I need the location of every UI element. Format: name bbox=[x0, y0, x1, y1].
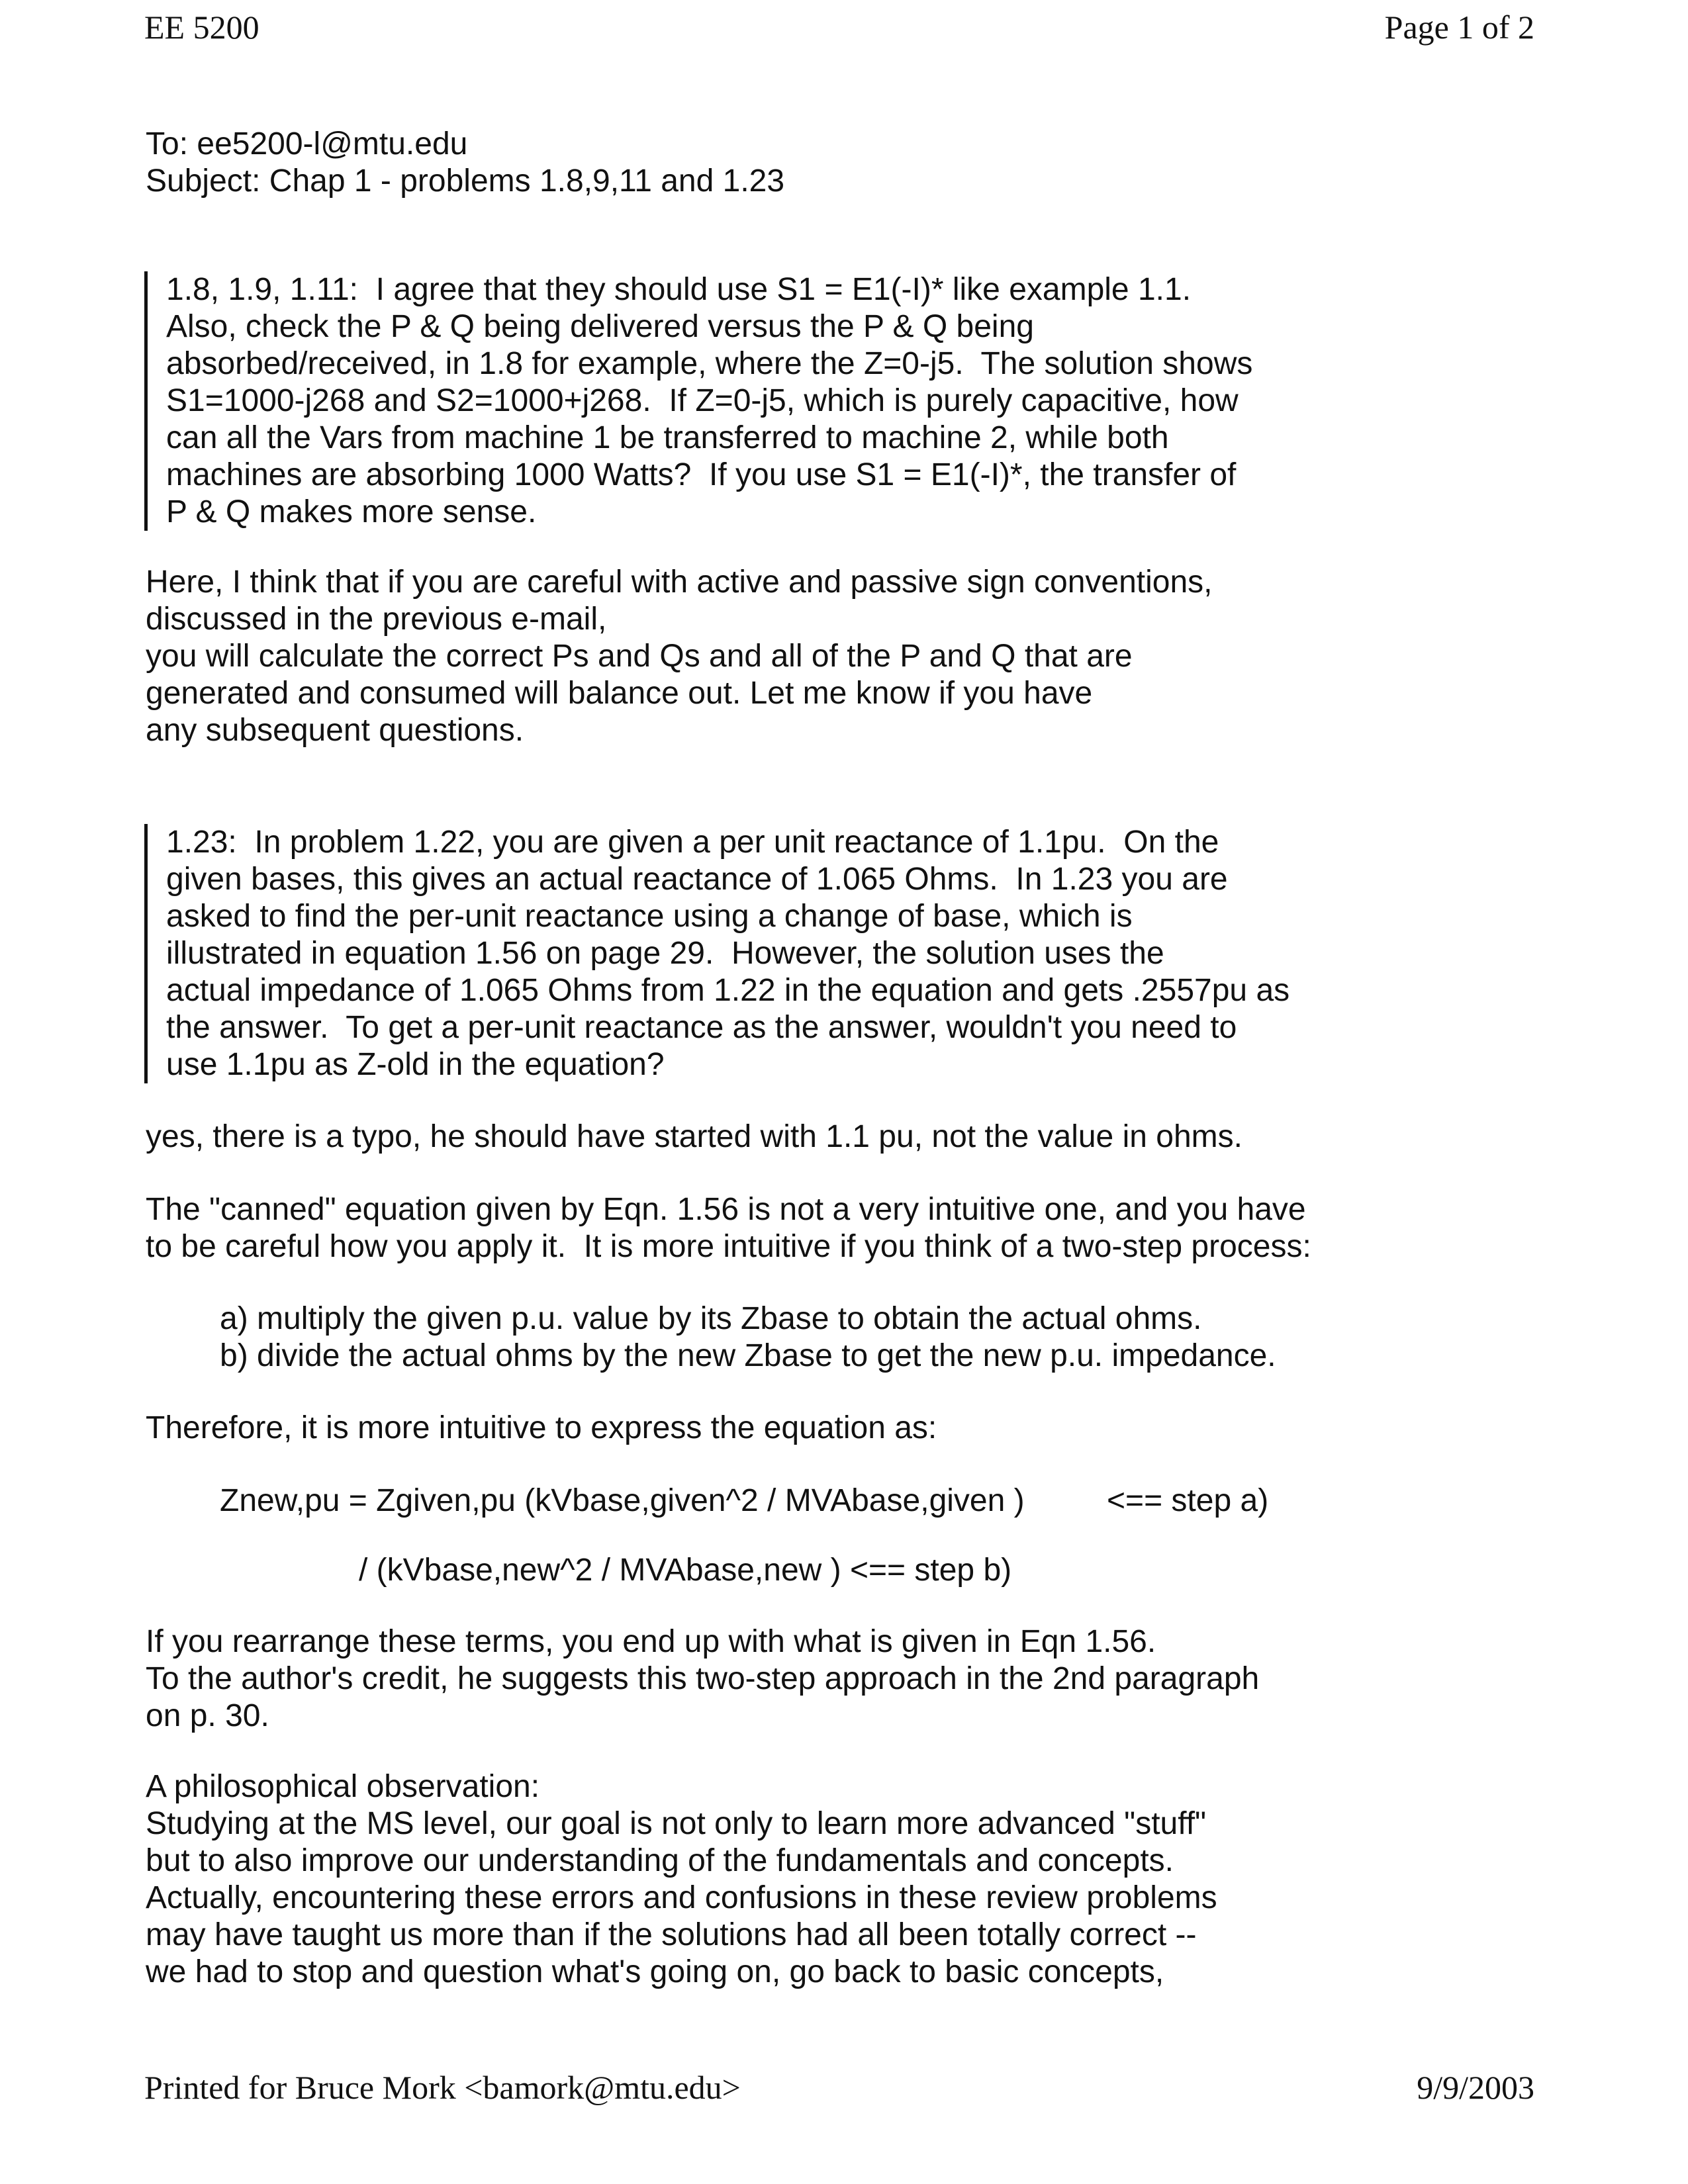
reply1-line: discussed in the previous e-mail, bbox=[146, 602, 607, 637]
reply1-line: Here, I think that if you are careful with active and passive sign conventions, bbox=[146, 565, 1213, 600]
equation-line-2: / (kVbase,new^2 / MVAbase,new ) <== step b) bbox=[359, 1553, 1012, 1588]
philosophy-line: but to also improve our understanding of the fundamentals and concepts. bbox=[146, 1843, 1174, 1878]
therefore-line: Therefore, it is more intuitive to express the equation as: bbox=[146, 1410, 937, 1445]
quote1-line: absorbed/received, in 1.8 for example, where the Z=0-j5. The solution shows bbox=[166, 346, 1253, 381]
philosophy-paragraph bbox=[146, 1768, 1217, 1991]
philosophy-line: Actually, encountering these errors and confusions in these review problems bbox=[146, 1880, 1217, 1915]
printed-for-footer: Printed for Bruce Mork <bamork@mtu.edu> bbox=[144, 2069, 741, 2106]
quoted-question-1 bbox=[144, 271, 1252, 531]
quote2-line: given bases, this gives an actual reactance of 1.065 Ohms. In 1.23 you are bbox=[166, 862, 1228, 897]
page-number: Page 1 of 2 bbox=[1384, 9, 1534, 46]
steps-list bbox=[220, 1300, 1276, 1375]
reply-2 bbox=[146, 1118, 1243, 1156]
reply1-line: generated and consumed will balance out. Let me know if you have bbox=[146, 676, 1093, 711]
email-subject: Subject: Chap 1 - problems 1.8,9,11 and 1.23 bbox=[146, 163, 785, 199]
equation-line-1: Znew,pu = Zgiven,pu (kVbase,given^2 / MVAbase,given ) bbox=[220, 1483, 1025, 1518]
philosophy-line: A philosophical observation: bbox=[146, 1769, 540, 1804]
quote2-line: illustrated in equation 1.56 on page 29. However, the solution uses the bbox=[166, 936, 1164, 971]
quote1-line: Also, check the P & Q being delivered versus the P & Q being bbox=[166, 309, 1034, 344]
equation-note-step-a: <== step a) bbox=[1107, 1483, 1269, 1518]
quote1-line: 1.8, 1.9, 1.11: I agree that they should use S1 = E1(-I)* like example 1.1. bbox=[166, 272, 1192, 307]
step-a: a) multiply the given p.u. value by its Zbase to obtain the actual ohms. bbox=[220, 1301, 1202, 1336]
quote2-line: actual impedance of 1.065 Ohms from 1.22 in the equation and gets .2557pu as bbox=[166, 973, 1290, 1008]
reply1-line: any subsequent questions. bbox=[146, 713, 524, 748]
print-date: 9/9/2003 bbox=[1417, 2069, 1534, 2106]
rearrange-line: on p. 30. bbox=[146, 1698, 269, 1733]
step-b: b) divide the actual ohms by the new Zbase to get the new p.u. impedance. bbox=[220, 1338, 1276, 1373]
quote2-line: asked to find the per-unit reactance using a change of base, which is bbox=[166, 899, 1133, 934]
email-headers bbox=[146, 126, 784, 200]
rearrange-line: To the author's credit, he suggests this two-step approach in the 2nd paragraph bbox=[146, 1661, 1260, 1696]
course-header: EE 5200 bbox=[144, 9, 259, 46]
philosophy-line: Studying at the MS level, our goal is not only to learn more advanced "stuff" bbox=[146, 1806, 1207, 1841]
quote2-line: the answer. To get a per-unit reactance as the answer, wouldn't you need to bbox=[166, 1010, 1237, 1045]
quote1-line: machines are absorbing 1000 Watts? If you use S1 = E1(-I)*, the transfer of bbox=[166, 457, 1237, 492]
reply1-line: you will calculate the correct Ps and Qs and all of the P and Q that are bbox=[146, 639, 1133, 674]
quote2-line: 1.23: In problem 1.22, you are given a per unit reactance of 1.1pu. On the bbox=[166, 825, 1219, 860]
rearrange-paragraph bbox=[146, 1623, 1259, 1735]
quoted-question-2 bbox=[144, 824, 1289, 1083]
quote2-line: use 1.1pu as Z-old in the equation? bbox=[166, 1047, 665, 1082]
philosophy-line: may have taught us more than if the solutions had all been totally correct -- bbox=[146, 1917, 1197, 1952]
canned-line: The "canned" equation given by Eqn. 1.56 is not a very intuitive one, and you have bbox=[146, 1192, 1306, 1227]
philosophy-line: we had to stop and question what's going on, go back to basic concepts, bbox=[146, 1954, 1164, 1989]
email-to: To: ee5200-l@mtu.edu bbox=[146, 126, 468, 161]
quote1-line: can all the Vars from machine 1 be transferred to machine 2, while both bbox=[166, 420, 1169, 455]
quote1-line: P & Q makes more sense. bbox=[166, 494, 537, 529]
reply2-line: yes, there is a typo, he should have started with 1.1 pu, not the value in ohms. bbox=[146, 1119, 1243, 1154]
quote1-line: S1=1000-j268 and S2=1000+j268. If Z=0-j5, which is purely capacitive, how bbox=[166, 383, 1239, 418]
reply-1 bbox=[146, 564, 1213, 749]
canned-line: to be careful how you apply it. It is more intuitive if you think of a two-step process: bbox=[146, 1229, 1311, 1264]
canned-paragraph bbox=[146, 1191, 1311, 1265]
rearrange-line: If you rearrange these terms, you end up with what is given in Eqn 1.56. bbox=[146, 1624, 1156, 1659]
